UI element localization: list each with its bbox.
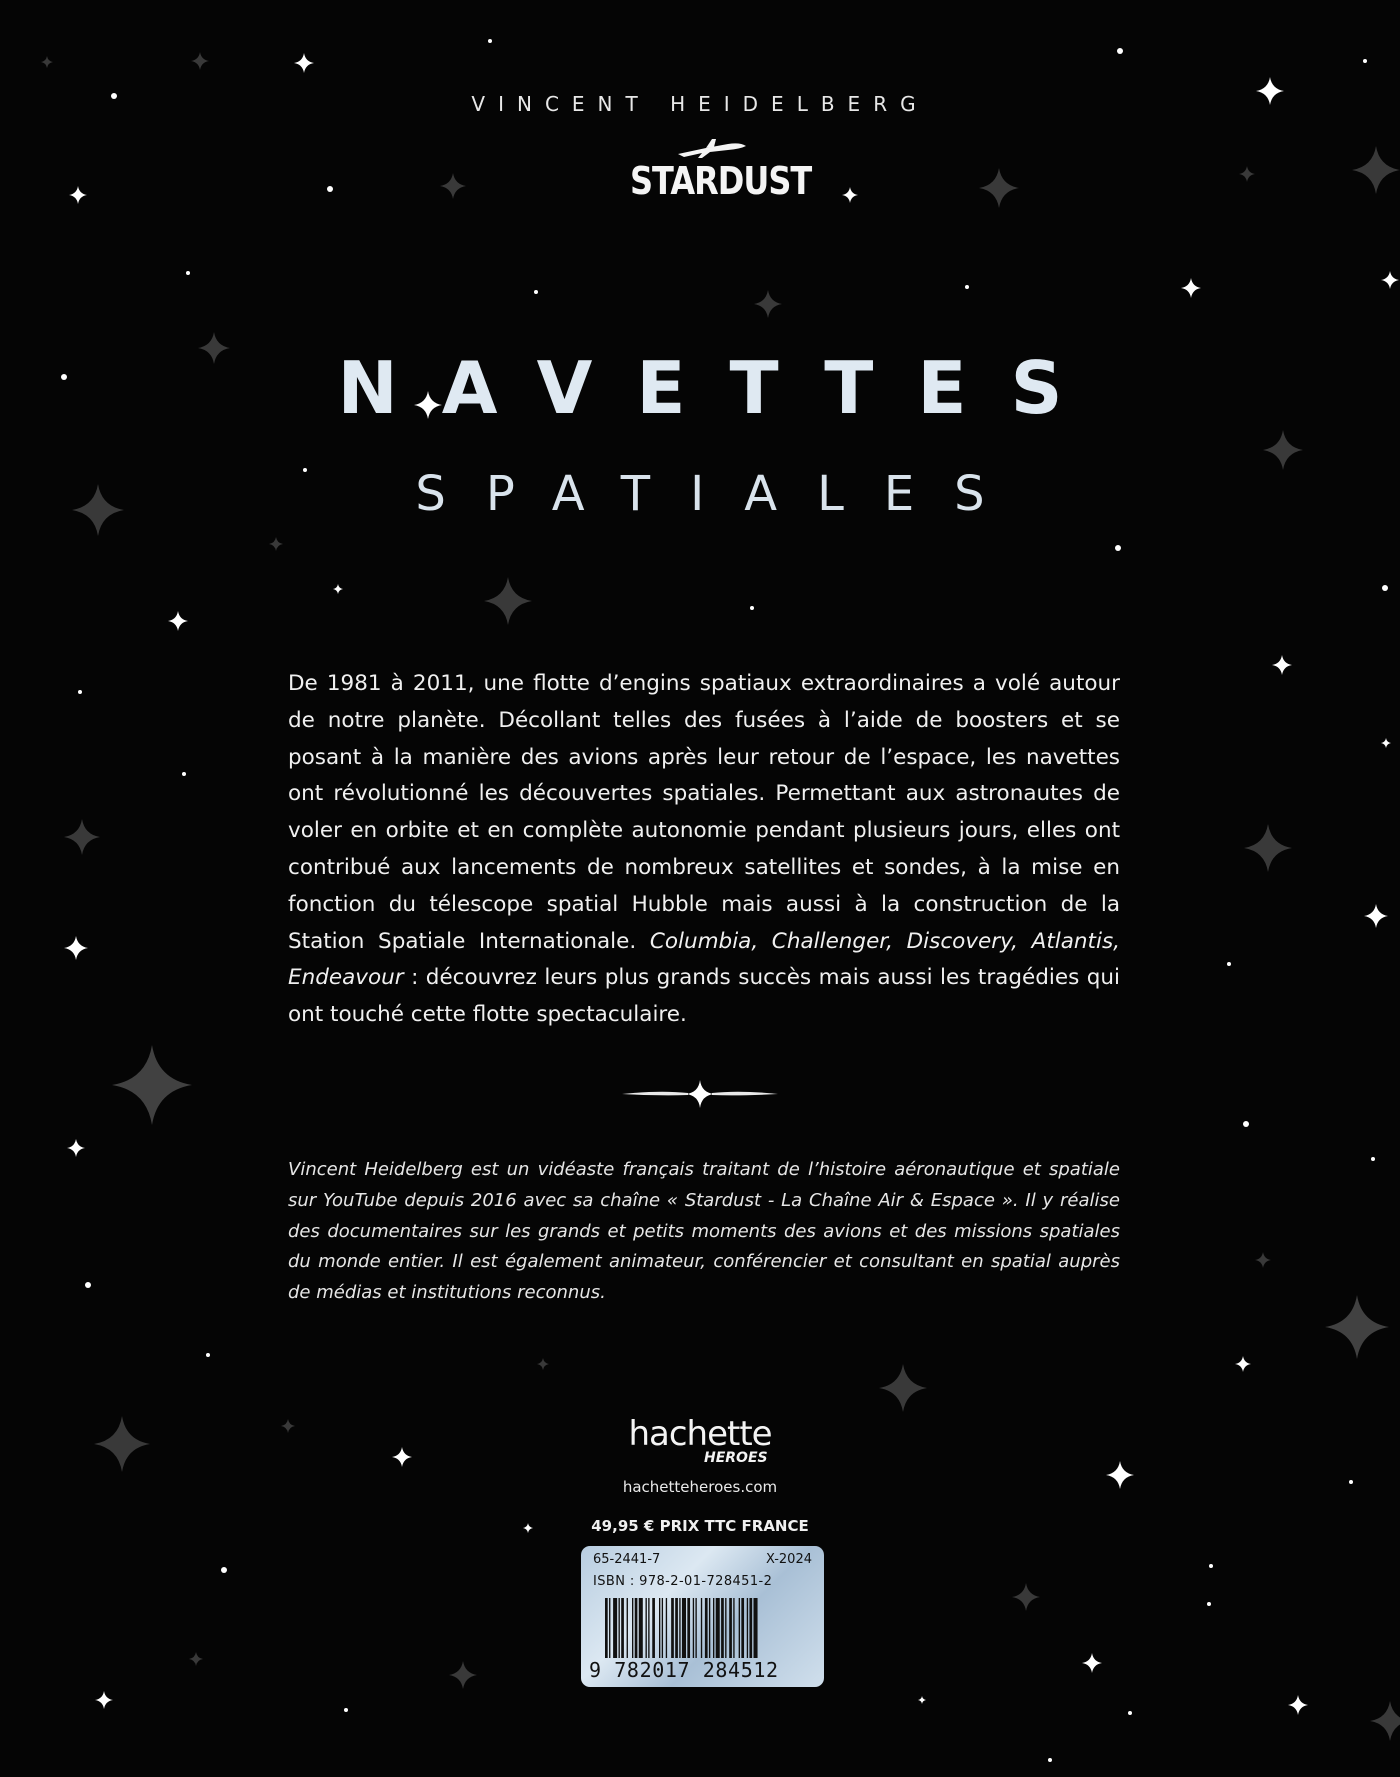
star-dot bbox=[488, 39, 492, 43]
barcode-bar bbox=[733, 1598, 734, 1658]
star-icon bbox=[1235, 1356, 1251, 1372]
star-icon bbox=[41, 56, 53, 68]
star-icon bbox=[1239, 166, 1255, 182]
star-dot bbox=[750, 606, 754, 610]
barcode-bar bbox=[687, 1598, 690, 1658]
barcode-bar bbox=[613, 1598, 617, 1658]
star-dot bbox=[534, 290, 538, 294]
publisher-website: hachetteheroes.com bbox=[622, 1478, 778, 1496]
barcode-bar bbox=[716, 1598, 720, 1658]
star-icon bbox=[189, 1652, 203, 1666]
star-icon bbox=[879, 1364, 927, 1412]
barcode-bar bbox=[619, 1598, 620, 1658]
product-code: 65-2441-7 bbox=[593, 1552, 661, 1567]
barcode-number: 9 782017 284512 bbox=[589, 1658, 779, 1682]
star-icon bbox=[1370, 1701, 1400, 1741]
star-dot bbox=[206, 1353, 210, 1357]
author-name: VINCENT HEIDELBERG bbox=[471, 92, 929, 116]
barcode-bar bbox=[747, 1598, 748, 1658]
barcode-bar bbox=[648, 1598, 649, 1658]
publisher-logo: hachette bbox=[628, 1414, 772, 1454]
star-icon bbox=[1352, 146, 1400, 194]
star-icon bbox=[484, 577, 532, 625]
star-icon bbox=[440, 173, 466, 199]
barcode-bar bbox=[662, 1598, 663, 1658]
barcode-bar bbox=[605, 1598, 608, 1658]
barcode-bar bbox=[646, 1598, 647, 1658]
barcode-bar bbox=[652, 1598, 655, 1658]
barcode-bar bbox=[709, 1598, 710, 1658]
star-dot bbox=[1207, 1602, 1211, 1606]
edition-date: X-2024 bbox=[765, 1552, 812, 1567]
star-icon bbox=[1381, 738, 1391, 748]
star-icon bbox=[1255, 1252, 1271, 1268]
synopsis-text-part2: : découvrez leurs plus grands succès mais aussi les tragédies qui ont touché cette flotte spectaculaire. bbox=[288, 965, 1120, 1028]
barcode-bar bbox=[754, 1598, 758, 1658]
star-icon bbox=[449, 1661, 477, 1689]
star-icon bbox=[333, 584, 343, 594]
barcode-bar bbox=[741, 1598, 744, 1658]
star-icon bbox=[294, 53, 314, 73]
star-dot bbox=[1227, 962, 1231, 966]
barcode-bar bbox=[721, 1598, 724, 1658]
price-label: 49,95 € PRIX TTC FRANCE bbox=[591, 1517, 809, 1535]
barcode-bars bbox=[605, 1598, 801, 1658]
isbn: ISBN : 978-2-01-728451-2 bbox=[593, 1574, 773, 1589]
star-dot bbox=[965, 285, 969, 289]
star-dot bbox=[78, 690, 82, 694]
star-icon bbox=[64, 936, 88, 960]
star-icon bbox=[269, 537, 283, 551]
barcode-bar bbox=[729, 1598, 732, 1658]
star-dot bbox=[1382, 585, 1388, 591]
star-dot bbox=[1209, 1564, 1213, 1568]
star-dot bbox=[327, 186, 333, 192]
barcode-bar bbox=[713, 1598, 714, 1658]
barcode-bar bbox=[749, 1598, 752, 1658]
barcode-bar bbox=[679, 1598, 680, 1658]
barcode-bar bbox=[666, 1598, 667, 1658]
star-dot bbox=[1371, 1157, 1375, 1161]
book-title: NAVETTES bbox=[337, 346, 1107, 430]
barcode-bar bbox=[705, 1598, 708, 1658]
barcode-bar bbox=[639, 1598, 643, 1658]
star-dot bbox=[1117, 48, 1123, 54]
star-dot bbox=[186, 271, 190, 275]
star-icon bbox=[64, 819, 100, 855]
barcode-bar bbox=[635, 1598, 638, 1658]
star-dot bbox=[1048, 1758, 1052, 1762]
barcode-bar bbox=[671, 1598, 674, 1658]
barcode-bar bbox=[695, 1598, 696, 1658]
star-icon bbox=[1381, 271, 1399, 289]
book-subtitle: SPATIALES bbox=[415, 466, 1025, 522]
star-icon bbox=[842, 187, 858, 203]
barcode-bar bbox=[632, 1598, 633, 1658]
star-icon bbox=[1012, 1583, 1040, 1611]
stardust-logo-text: STARDUST bbox=[630, 158, 812, 204]
star-icon bbox=[95, 1691, 113, 1709]
star-icon bbox=[1263, 430, 1303, 470]
star-icon bbox=[112, 1045, 192, 1125]
star-icon bbox=[754, 290, 782, 318]
synopsis-text-part1: De 1981 à 2011, une flotte d’engins spatiaux extraordinaires a volé autour de notre planète. Décollant telles des fusées à l’aide de boosters et se posant à la manière des avions après leur retour de l’espace, les navettes ont révolutionné les découvertes spatiales. Permettant aux astronautes de voler en orbite et en complète autonomie pendant plusieurs jours, elles ont contribué aux lancements de nombreux satellites et sondes, à la mise en fonction du télescope spatial Hubble mais aussi à la construction de la Station Spatiale Internationale. bbox=[288, 671, 1120, 954]
star-icon bbox=[69, 186, 87, 204]
star-icon bbox=[1325, 1295, 1389, 1359]
star-dot bbox=[1128, 1711, 1132, 1715]
barcode-bar bbox=[621, 1598, 624, 1658]
star-icon bbox=[979, 168, 1019, 208]
barcode-label bbox=[581, 1546, 824, 1687]
star-icon bbox=[1082, 1653, 1102, 1673]
barcode-bar bbox=[659, 1598, 660, 1658]
barcode-bar bbox=[693, 1598, 694, 1658]
star-icon bbox=[1244, 824, 1292, 872]
ornament-divider bbox=[620, 1074, 780, 1114]
star-dot bbox=[1243, 1121, 1249, 1127]
star-icon bbox=[1364, 904, 1388, 928]
star-icon bbox=[67, 1139, 85, 1157]
barcode-bar bbox=[701, 1598, 702, 1658]
star-dot bbox=[182, 772, 186, 776]
barcode-bar bbox=[609, 1598, 610, 1658]
star-icon bbox=[168, 611, 188, 631]
barcode-bar bbox=[627, 1598, 628, 1658]
star-dot bbox=[1363, 59, 1367, 63]
star-icon bbox=[918, 1696, 926, 1704]
barcode-bar bbox=[682, 1598, 686, 1658]
star-icon bbox=[537, 1358, 549, 1370]
barcode-bar bbox=[675, 1598, 678, 1658]
star-icon bbox=[1288, 1695, 1308, 1715]
star-icon bbox=[191, 52, 209, 70]
synopsis-paragraph bbox=[288, 666, 1120, 1034]
shuttle-names: Columbia, Challenger, Discovery, Atlantis, Endeavour bbox=[288, 928, 1120, 991]
star-icon bbox=[1181, 278, 1201, 298]
barcode-bar bbox=[739, 1598, 740, 1658]
star-dot bbox=[85, 1282, 91, 1288]
publisher-logo-sub: HEROES bbox=[704, 1450, 768, 1466]
star-dot bbox=[1115, 545, 1121, 551]
star-icon bbox=[1272, 655, 1292, 675]
author-biography: Vincent Heidelberg est un vidéaste français traitant de l’histoire aéronautique et spatiale sur YouTube depuis 2016 avec sa chaîne « Stardust - La Chaîne Air & Espace ». Il y réalise des documentaires sur les grands et petits moments des avions et des missions spatiales du monde entier. Il est également animateur, conférencier et consultant en spatial auprès de médias et institutions reconnus. bbox=[288, 1159, 1120, 1304]
barcode-bar bbox=[725, 1598, 726, 1658]
stardust-logo bbox=[620, 136, 812, 204]
star-dot bbox=[221, 1567, 227, 1573]
star-dot bbox=[344, 1708, 348, 1712]
